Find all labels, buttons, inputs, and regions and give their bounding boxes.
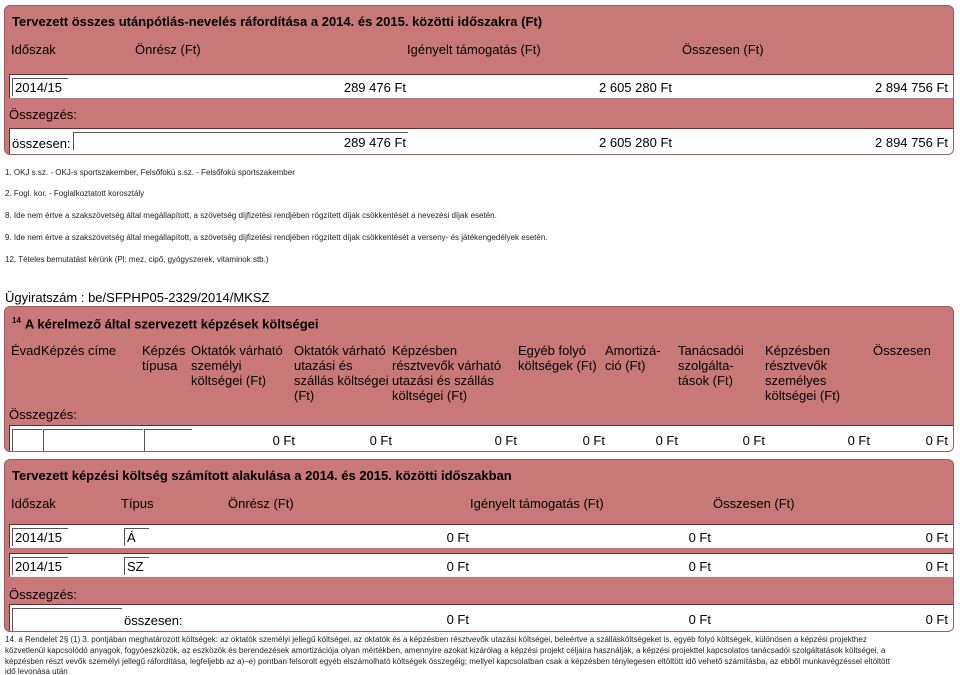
calc-sum-own: 0 Ft	[446, 612, 469, 627]
training-calc-panel	[4, 459, 954, 632]
calc-type-2: SZ	[127, 559, 144, 574]
footnote-line-4: idő levonása után	[5, 667, 68, 675]
sum-own-value: 289 476 Ft	[343, 135, 406, 150]
note-12: 12. Tételes bemutatást kérünk (Pl: mez, cipő, gyógyszerek, vitaminok stb.)	[5, 255, 269, 264]
sum-instructor-travel: 0 Ft	[369, 433, 392, 448]
col-header-participant-travel: Képzésben résztvevők várható utazási és szállás költségei (Ft)	[392, 343, 502, 403]
total-value: 2 894 756 Ft	[875, 80, 948, 95]
footnote-line-2: közvetlenül kapcsolódó anyagok, fogyóeszközök, az eszközök és berendezések amortizációja olyan mértékben, amennyire azokat kizárólag a képzési projekt céljaira használják, a képzési projekttel kapcsolatos tanácsadói szolgáltatások költségei, a	[5, 646, 886, 655]
sum-instructor-personal: 0 Ft	[272, 433, 295, 448]
col-header-sum: Összesen	[873, 343, 931, 358]
training-type-field	[144, 429, 192, 451]
col-header-advisory: Tanácsadói szolgálta- tások (Ft)	[678, 343, 744, 388]
col-header-calc-total: Összesen (Ft)	[713, 496, 795, 511]
calc-total-2: 0 Ft	[925, 559, 948, 574]
sum-total-value: 2 894 756 Ft	[875, 135, 948, 150]
footnote-ref: 14	[12, 316, 21, 325]
calc-sum-total: 0 Ft	[925, 612, 948, 627]
note-9: 9. Ide nem értve a szakszövetség által megállapított, a szövetség díjfizetési rendjében rögzített díjak csökkentését a verseny- és játékengedélyek esetén.	[5, 233, 548, 242]
training-calc-title: Tervezett képzési költség számított alakulása a 2014. és 2015. közötti időszakban	[12, 468, 512, 483]
calc-period-1: 2014/15	[15, 530, 62, 545]
col-header-calc-requested: Igényelt támogatás (Ft)	[470, 496, 604, 511]
sum-row	[9, 128, 953, 154]
file-number: Ügyiratszám : be/SFPHP05-2329/2014/MKSZ	[5, 290, 270, 305]
calc-summary-label: Összegzés:	[9, 587, 77, 602]
sum-other-costs: 0 Ft	[582, 433, 605, 448]
col-header-total: Összesen (Ft)	[682, 42, 764, 57]
col-header-training-title: Képzés címe	[41, 343, 117, 358]
note-8: 8. Ide nem értve a szakszövetség által megállapított, a szövetség díjfizetési rendjében rögzített díjak csökkentését a nevezési díjak esetén.	[5, 211, 497, 220]
period-value: 2014/15	[15, 80, 62, 95]
col-header-other-costs: Egyéb folyó költségek (Ft)	[518, 343, 597, 373]
note-2: 2. Fogl. kor. - Foglalkoztatott korosztály	[5, 189, 145, 198]
col-header-season: Évad	[11, 343, 41, 358]
calc-sum-row	[9, 604, 953, 631]
summary-label: Összegzés:	[9, 107, 77, 122]
calc-total-1: 0 Ft	[925, 530, 948, 545]
col-header-own: Önrész (Ft)	[135, 42, 201, 57]
summary-panel	[4, 5, 954, 155]
calc-requested-1: 0 Ft	[688, 530, 711, 545]
calc-own-1: 0 Ft	[446, 530, 469, 545]
summary-title: Tervezett összes utánpótlás-nevelés ráfordítása a 2014. és 2015. közötti időszakra (Ft)	[12, 14, 543, 29]
sum-participant-personal: 0 Ft	[847, 433, 870, 448]
calc-type-1: Á	[127, 530, 136, 545]
sum-label: összesen:	[12, 136, 71, 151]
col-header-instructor-travel: Oktatók várható utazási és szállás költségei (Ft)	[294, 343, 389, 403]
note-1: 1. OKJ s.sz. - OKJ-s sportszakember, Felsőfokú s.sz. - Felsőfokú sportszakember	[5, 168, 295, 177]
col-header-training-type: Képzés típusa	[142, 343, 186, 373]
calc-row-2	[9, 553, 953, 577]
calc-sum-requested: 0 Ft	[688, 612, 711, 627]
requested-value: 2 605 280 Ft	[599, 80, 672, 95]
col-header-amortization: Amortizá- ció (Ft)	[605, 343, 661, 373]
col-header-requested: Igényelt támogatás (Ft)	[407, 42, 541, 57]
col-header-instructor-personal: Oktatók várható személyi költségei (Ft)	[191, 343, 283, 388]
sum-advisory: 0 Ft	[742, 433, 765, 448]
footnote-line-1: 14. a Rendelet 2§ (1) 3. pontjában meghatározott költségek: az oktatók személyi jellegű költségei, az oktatók és a képzésben résztvevők utazási költségei, beleértve a szállásköltségeket is, egyéb folyó költségek, különösen a képzési projekthez	[5, 635, 867, 644]
calc-requested-2: 0 Ft	[688, 559, 711, 574]
sum-amortization: 0 Ft	[655, 433, 678, 448]
season-field	[12, 429, 42, 451]
trainings-title-text: A kérelmező által szervezett képzések költségei	[24, 316, 319, 332]
trainings-panel	[4, 306, 954, 452]
col-header-calc-type: Típus	[121, 496, 154, 511]
footnote-line-3: képzésben részt vevők személyi jellegű ráfordítása, legfeljebb az a)–e) pontban felsorolt egyéb elszámolható költségek összegéig; mellyel kapcsolatban csak a képzésben ténylegesen eltöltött idő vehető számításba, az ebből munkavégzéssel eltöltött	[5, 657, 890, 666]
calc-sum-label: összesen:	[124, 613, 183, 628]
calc-row-1	[9, 524, 953, 548]
col-header-participant-personal: Képzésben résztvevők személyes költségei (Ft)	[765, 343, 841, 403]
calc-own-2: 0 Ft	[446, 559, 469, 574]
calc-sum-period-field	[12, 608, 122, 631]
sum-participant-travel: 0 Ft	[494, 433, 517, 448]
col-header-calc-period: Időszak	[11, 496, 56, 511]
sum-requested-value: 2 605 280 Ft	[599, 135, 672, 150]
col-header-period: Időszak	[11, 42, 56, 57]
trainings-summary-label: Összegzés:	[9, 407, 77, 422]
calc-period-2: 2014/15	[15, 559, 62, 574]
sum-total: 0 Ft	[925, 433, 948, 448]
own-value: 289 476 Ft	[343, 80, 406, 95]
trainings-sum-row	[9, 425, 953, 451]
trainings-title	[12, 316, 319, 331]
data-row	[9, 74, 953, 98]
col-header-calc-own: Önrész (Ft)	[228, 496, 294, 511]
training-title-field	[43, 429, 143, 451]
